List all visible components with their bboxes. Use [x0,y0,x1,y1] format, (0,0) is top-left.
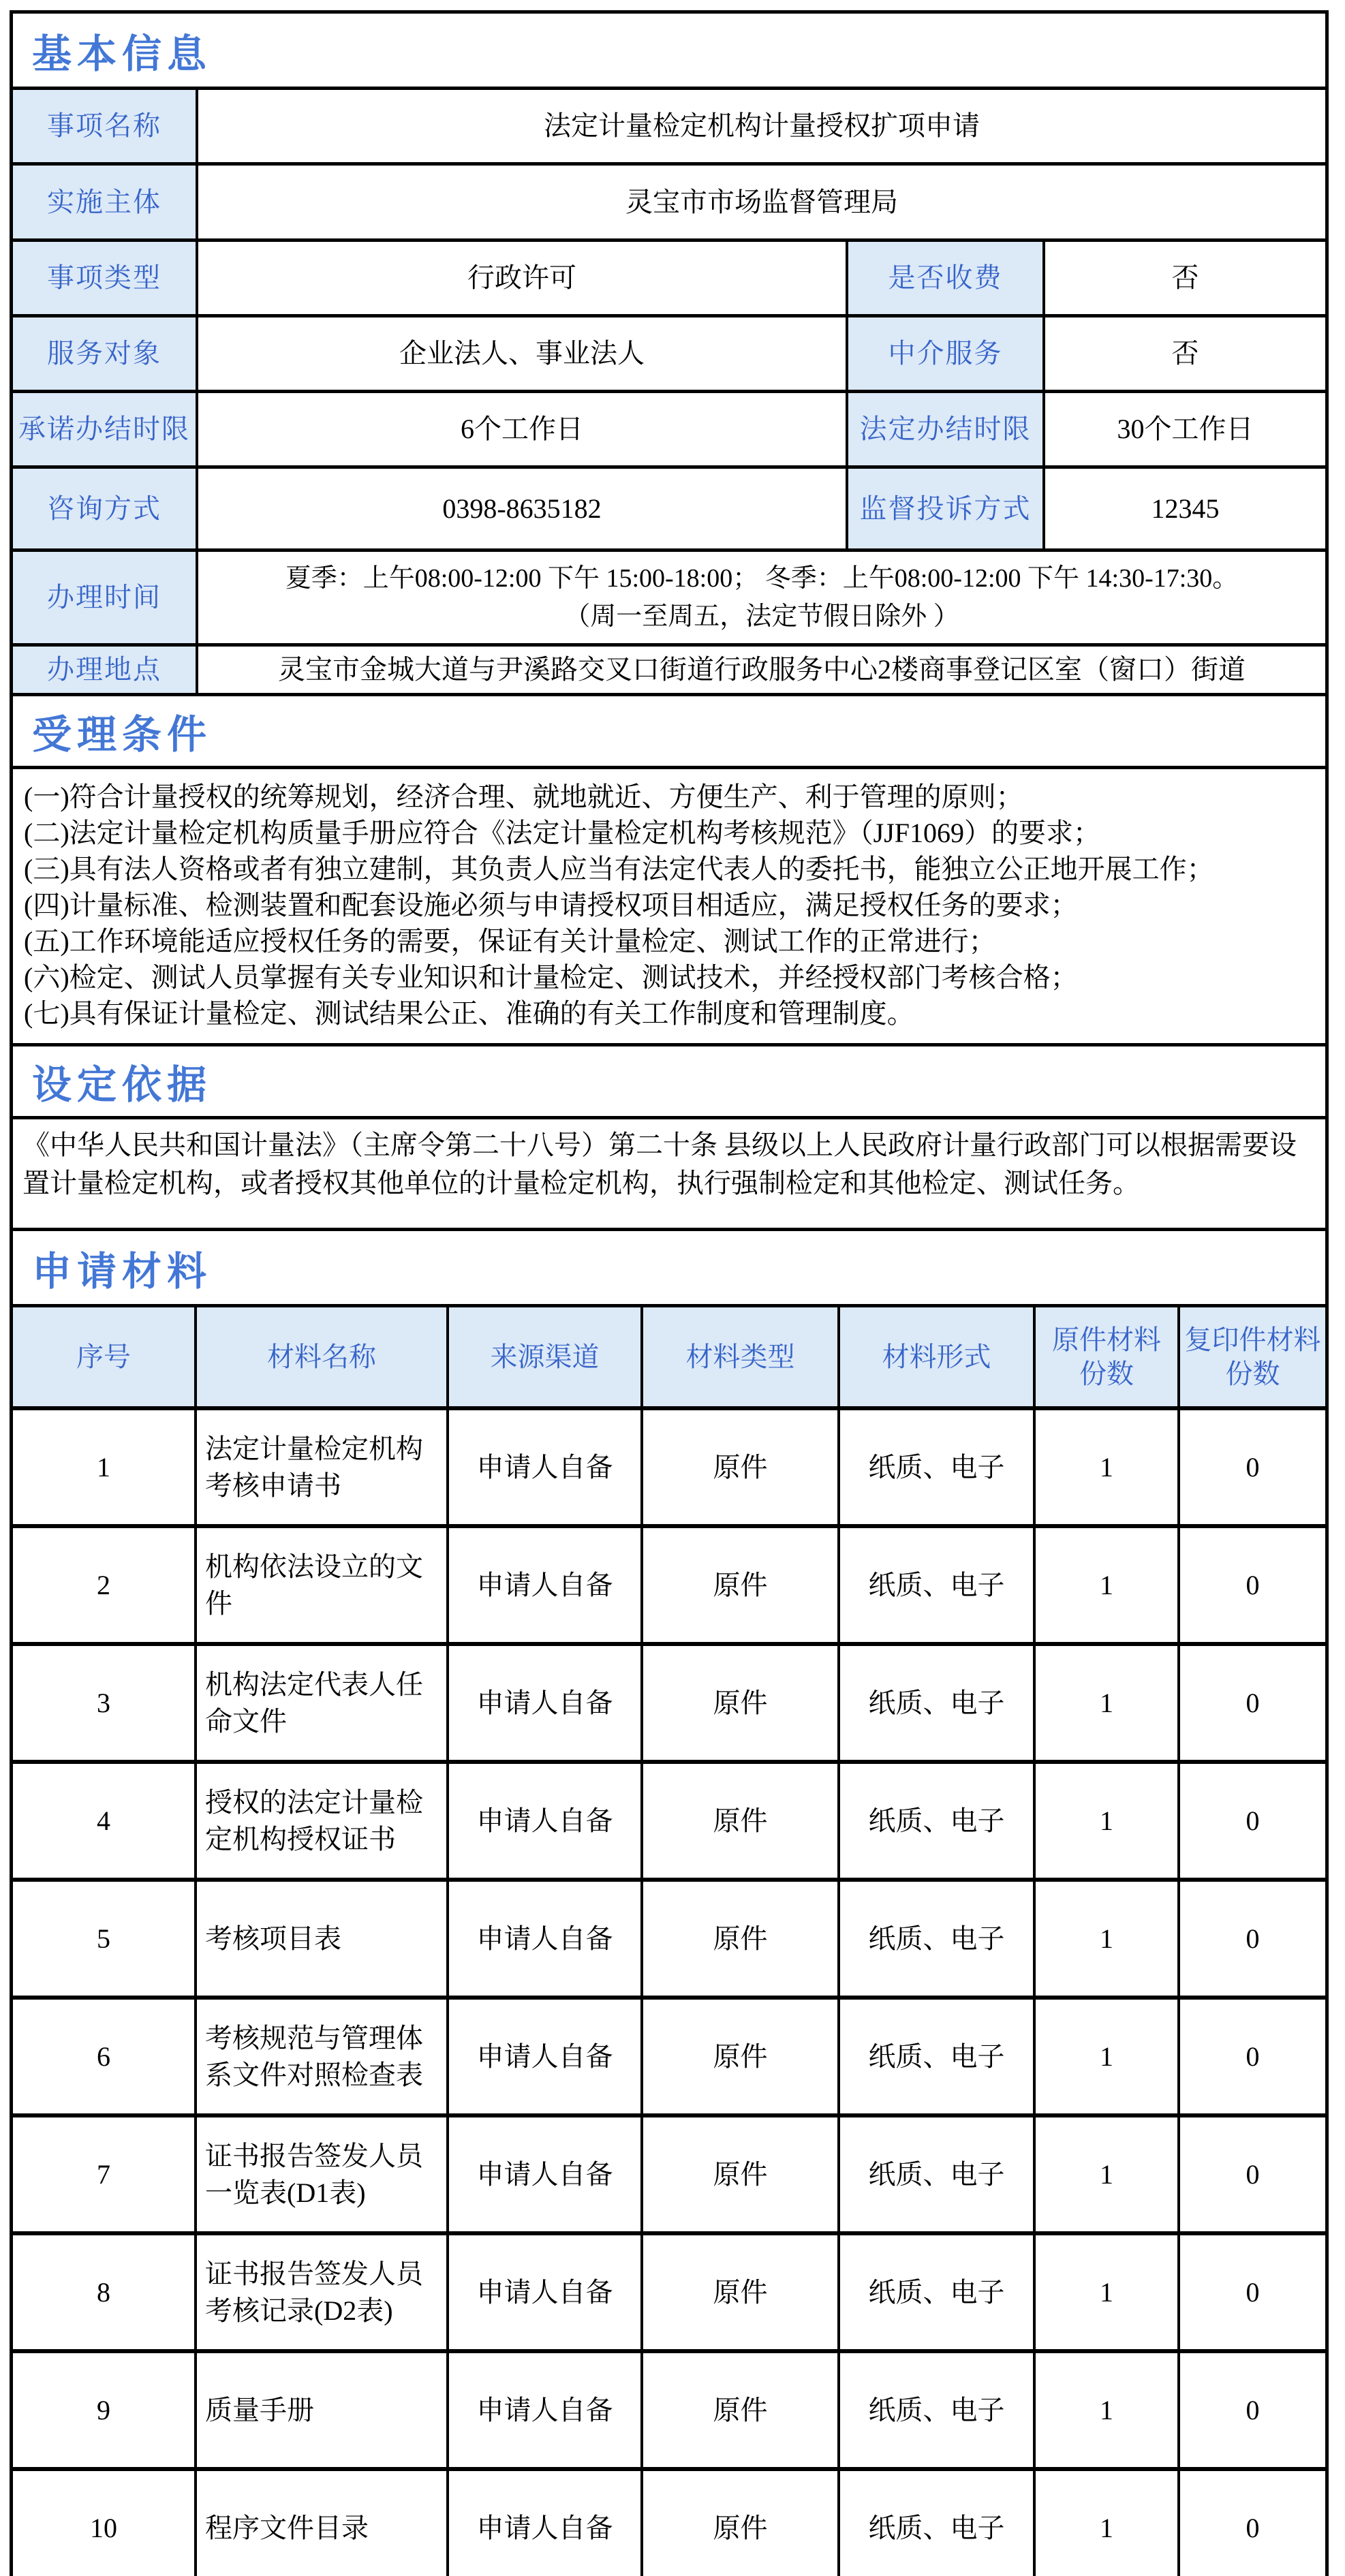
field-value: 否 [1045,242,1325,314]
table-cell-name: 机构法定代表人任命文件 [197,1646,446,1760]
table-cell-copies: 0 [1180,1410,1325,1524]
table-cell-type: 原件 [643,2235,837,2349]
field-label: 承诺办结时限 [13,393,196,465]
field-value: 灵宝市市场监督管理局 [198,166,1325,238]
table-cell-name: 法定计量检定机构考核申请书 [197,1410,446,1524]
table-cell-name: 考核规范与管理体系文件对照检查表 [197,2000,446,2113]
field-label: 办理地点 [13,647,196,693]
field-value: 灵宝市金城大道与尹溪路交叉口街道行政服务中心2楼商事登记区室（窗口）街道 [198,647,1325,693]
table-cell-originals: 1 [1036,2353,1177,2467]
field-label: 咨询方式 [13,469,196,548]
table-cell-form: 纸质、电子 [840,1646,1033,1760]
table-cell-type: 原件 [643,2353,837,2467]
table-cell-form: 纸质、电子 [840,2471,1033,2576]
condition-item: (六)检定、测试人员掌握有关专业知识和计量检定、测试技术，并经授权部门考核合格； [24,962,1078,993]
condition-item: (五)工作环境能适应授权任务的需要，保证有关计量检定、测试工作的正常进行； [24,926,996,957]
table-cell-source: 申请人自备 [449,2000,640,2113]
table-header-cell: 来源渠道 [449,1307,640,1406]
field-label: 事项类型 [13,242,196,314]
field-label: 事项名称 [13,90,196,162]
table-cell-source: 申请人自备 [449,1882,640,1996]
field-value: 法定计量检定机构计量授权扩项申请 [198,90,1325,162]
table-cell-copies: 0 [1180,2117,1325,2231]
table-cell-name: 证书报告签发人员考核记录(D2表) [197,2235,446,2349]
table-cell-copies: 0 [1180,1764,1325,1878]
table-cell-copies: 0 [1180,2000,1325,2113]
condition-item: (二)法定计量检定机构质量手册应符合《法定计量检定机构考核规范》（JJF1069）的要求； [24,818,1101,848]
table-cell-name: 考核项目表 [197,1882,446,1996]
table-cell-source: 申请人自备 [449,2353,640,2467]
field-label: 实施主体 [13,166,196,238]
table-cell-copies: 0 [1180,1528,1325,1642]
table-cell-originals: 1 [1036,1410,1177,1524]
table-cell-name: 授权的法定计量检定机构授权证书 [197,1764,446,1878]
field-label: 是否收费 [848,242,1042,314]
table-cell-originals: 1 [1036,1646,1177,1760]
table-cell-type: 原件 [643,2000,837,2113]
section-title-legal-basis: 设定依据 [32,1063,213,1107]
field-label: 监督投诉方式 [848,469,1042,548]
table-cell-originals: 1 [1036,2471,1177,2576]
table-header-cell: 材料名称 [197,1307,446,1406]
table-cell-type: 原件 [643,1410,837,1524]
table-cell-no: 9 [13,2353,194,2467]
condition-item: (一)符合计量授权的统筹规划，经济合理、就地就近、方便生产、利于管理的原则； [24,781,1023,812]
section-title-application-materials: 申请材料 [32,1249,213,1294]
table-cell-form: 纸质、电子 [840,1528,1033,1642]
office-hours-line-2: （周一至周五，法定节假日除外 ） [564,602,959,631]
field-value: 30个工作日 [1045,393,1325,465]
table-header-cell: 材料形式 [840,1307,1033,1406]
table-cell-copies: 0 [1180,1882,1325,1996]
table-cell-originals: 1 [1036,1528,1177,1642]
table-cell-copies: 0 [1180,2471,1325,2576]
table-cell-form: 纸质、电子 [840,2235,1033,2349]
table-cell-type: 原件 [643,1646,837,1760]
legal-basis-text: 《中华人民共和国计量法》（主席令第二十八号）第二十条 县级以上人民政府计量行政部门可以根据需要设置计量检定机构，或者授权其他单位的计量检定机构，执行强制检定和其他检定、测试任务。 [13,1116,1325,1231]
table-cell-originals: 1 [1036,1882,1177,1996]
table-cell-type: 原件 [643,1528,837,1642]
table-cell-originals: 1 [1036,2000,1177,2113]
table-cell-form: 纸质、电子 [840,1764,1033,1878]
table-cell-no: 2 [13,1528,194,1642]
table-cell-originals: 1 [1036,2235,1177,2349]
table-cell-source: 申请人自备 [449,1410,640,1524]
table-cell-type: 原件 [643,2471,837,2576]
table-cell-name: 质量手册 [197,2353,446,2467]
table-cell-copies: 0 [1180,2235,1325,2349]
table-header-cell: 序号 [13,1307,194,1406]
table-cell-form: 纸质、电子 [840,1410,1033,1524]
table-header-cell: 复印件材料份数 [1180,1307,1325,1406]
table-cell-no: 5 [13,1882,194,1996]
table-cell-name: 程序文件目录 [197,2471,446,2576]
table-cell-source: 申请人自备 [449,1764,640,1878]
condition-item: (三)具有法人资格或者有独立建制，其负责人应当有法定代表人的委托书，能独立公正地开展工作； [24,854,1214,884]
table-cell-type: 原件 [643,1882,837,1996]
acceptance-conditions-text [13,766,1325,1046]
section-title-acceptance-conditions: 受理条件 [32,713,213,757]
table-header-cell: 材料类型 [643,1307,837,1406]
table-header-cell: 原件材料份数 [1036,1307,1177,1406]
table-cell-source: 申请人自备 [449,1528,640,1642]
section-title-basic-info: 基本信息 [32,31,213,76]
condition-item: (四)计量标准、检测装置和配套设施必须与申请授权项目相适应，满足授权任务的要求； [24,890,1078,920]
table-cell-form: 纸质、电子 [840,1882,1033,1996]
field-label: 法定办结时限 [848,393,1042,465]
table-cell-no: 6 [13,2000,194,2113]
table-cell-form: 纸质、电子 [840,2353,1033,2467]
table-cell-no: 8 [13,2235,194,2349]
field-value [198,552,1325,643]
field-value: 6个工作日 [198,393,846,465]
office-hours-line-1: 夏季：上午08:00-12:00 下午 15:00-18:00； 冬季：上午08:00-12:00 下午 14:30-17:30。 [285,564,1239,593]
table-cell-copies: 0 [1180,1646,1325,1760]
field-label: 服务对象 [13,317,196,390]
field-value: 企业法人、事业法人 [198,317,846,390]
table-cell-copies: 0 [1180,2353,1325,2467]
table-cell-no: 10 [13,2471,194,2576]
field-value: 否 [1045,317,1325,390]
table-cell-type: 原件 [643,2117,837,2231]
field-value: 12345 [1045,469,1325,548]
table-cell-source: 申请人自备 [449,1646,640,1760]
materials-table [13,1304,1325,2576]
condition-item: (七)具有保证计量检定、测试结果公正、准确的有关工作制度和管理制度。 [24,998,914,1029]
table-cell-name: 证书报告签发人员一览表(D1表) [197,2117,446,2231]
table-cell-no: 3 [13,1646,194,1760]
table-cell-form: 纸质、电子 [840,2000,1033,2113]
table-cell-name: 机构依法设立的文件 [197,1528,446,1642]
table-cell-source: 申请人自备 [449,2471,640,2576]
field-value: 0398-8635182 [198,469,846,548]
field-label: 中介服务 [848,317,1042,390]
service-info-document [10,10,1329,2576]
field-value: 行政许可 [198,242,846,314]
table-cell-type: 原件 [643,1764,837,1878]
table-cell-source: 申请人自备 [449,2235,640,2349]
table-cell-source: 申请人自备 [449,2117,640,2231]
table-cell-form: 纸质、电子 [840,2117,1033,2231]
basic-info-table [13,87,1325,696]
table-cell-no: 1 [13,1410,194,1524]
field-label: 办理时间 [13,552,196,643]
table-cell-originals: 1 [1036,2117,1177,2231]
table-cell-originals: 1 [1036,1764,1177,1878]
table-cell-no: 4 [13,1764,194,1878]
table-cell-no: 7 [13,2117,194,2231]
